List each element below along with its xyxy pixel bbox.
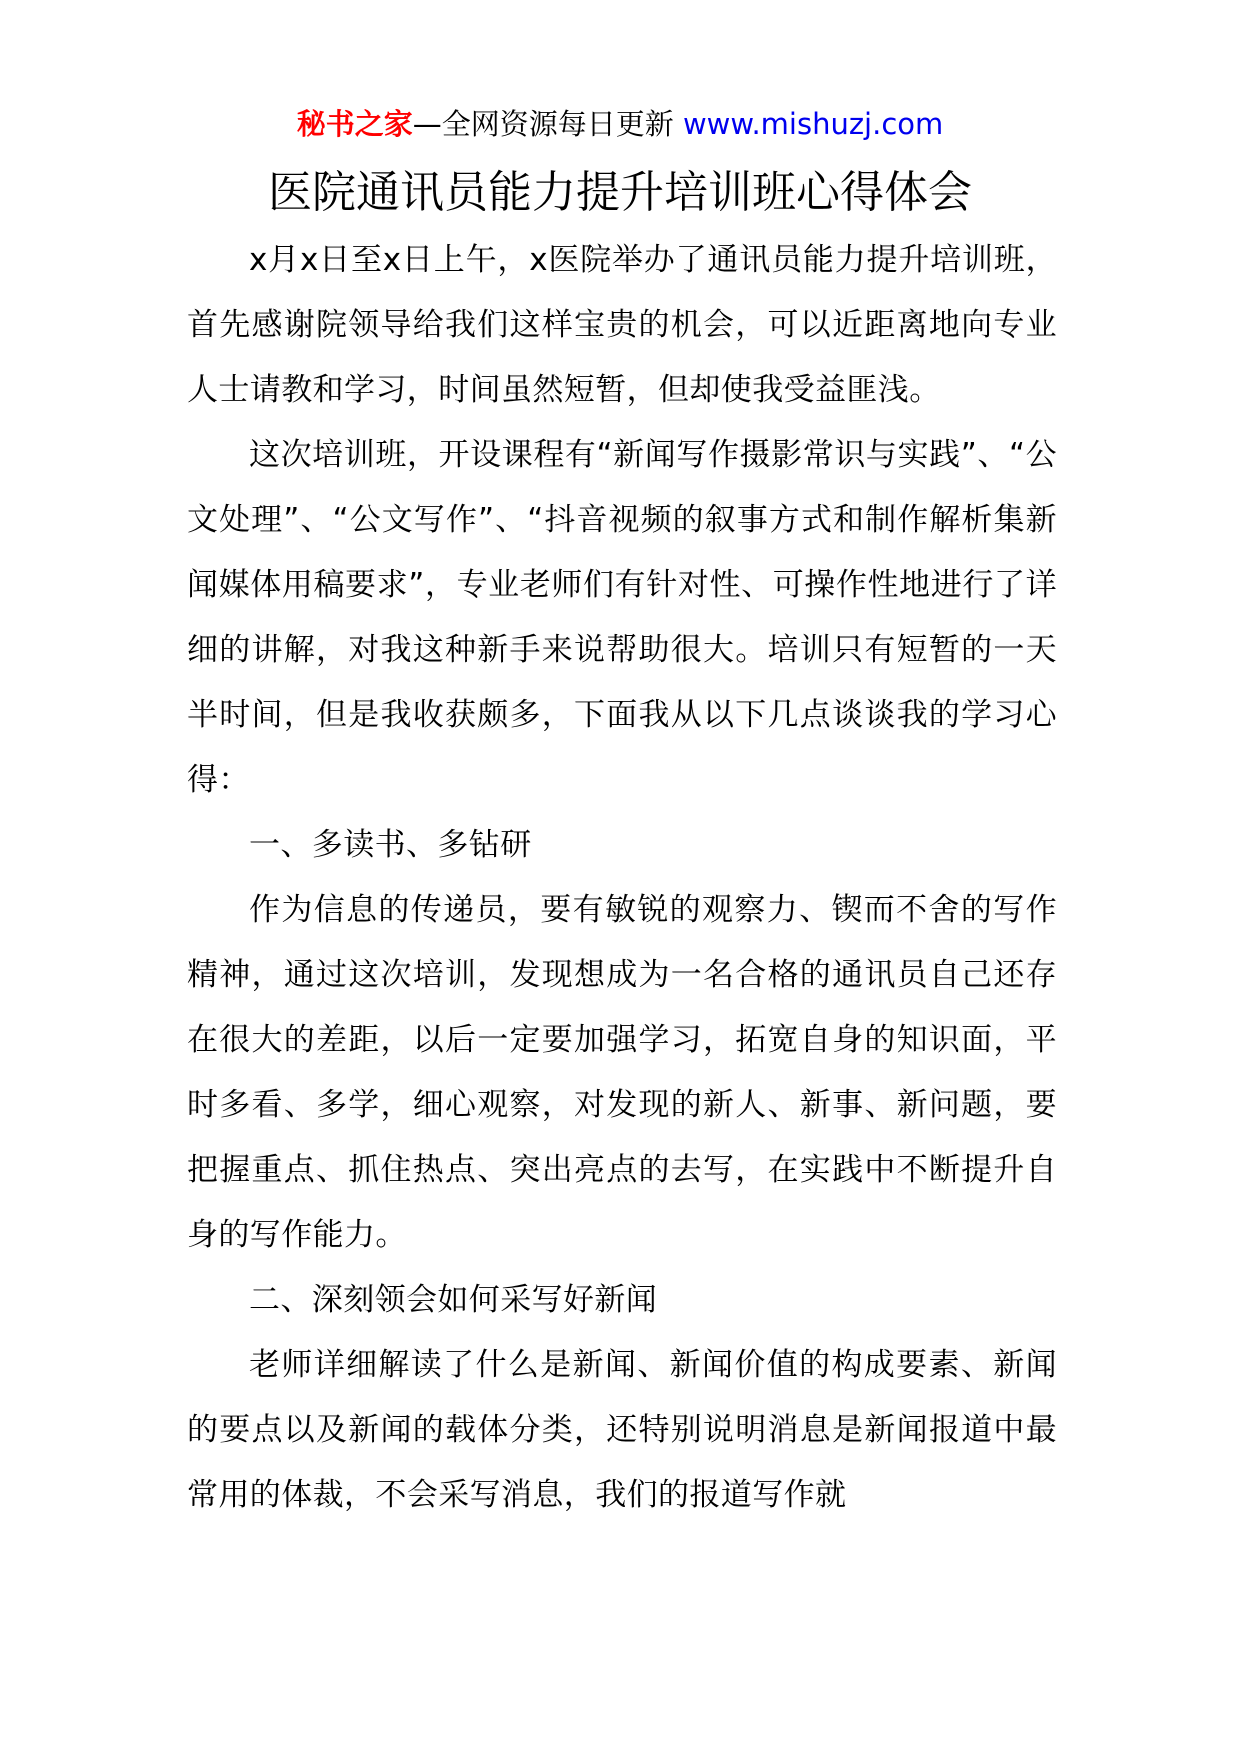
site-header	[0, 104, 1240, 144]
paragraph-section-2: 老师详细解读了什么是新闻、新闻价值的构成要素、新闻的要点以及新闻的载体分类，还特别说明消息是新闻报道中最常用的体裁，不会采写消息，我们的报道写作就	[187, 1347, 1057, 1513]
document-title: 医院通讯员能力提升培训班心得体会	[268, 167, 972, 218]
paragraph-courses: 这次培训班，开设课程有“新闻写作摄影常识与实践”、“公文处理”、“公文写作”、“抖音视频的叙事方式和制作解析集新闻媒体用稿要求”，专业老师们有针对性、可操作性地进行了详细的讲解，对我这种新手来说帮助很大。培训只有短暂的一天半时间，但是我收获颇多，下面我从以下几点谈谈我的学习心得：	[187, 437, 1057, 798]
site-brand: 秘书之家	[296, 107, 413, 141]
section-heading-2: 二、深刻领会如何采写好新闻	[249, 1282, 658, 1318]
section-heading-1: 一、多读书、多钻研	[249, 827, 532, 863]
site-tagline: —全网资源每日更新	[412, 107, 674, 141]
paragraph-intro: x月x日至x日上午，x医院举办了通讯员能力提升培训班，首先感谢院领导给我们这样宝贵的机会，可以近距离地向专业人士请教和学习，时间虽然短暂，但却使我受益匪浅。	[187, 242, 1057, 408]
paragraph-section-1: 作为信息的传递员，要有敏锐的观察力、锲而不舍的写作精神，通过这次培训，发现想成为一名合格的通讯员自己还存在很大的差距，以后一定要加强学习，拓宽自身的知识面，平时多看、多学，细心观察，对发现的新人、新事、新问题，要把握重点、抓住热点、突出亮点的去写，在实践中不断提升自身的写作能力。	[187, 892, 1057, 1253]
site-url-link[interactable]: www.mishuzj.com	[682, 107, 944, 141]
document-body	[187, 228, 1057, 1528]
